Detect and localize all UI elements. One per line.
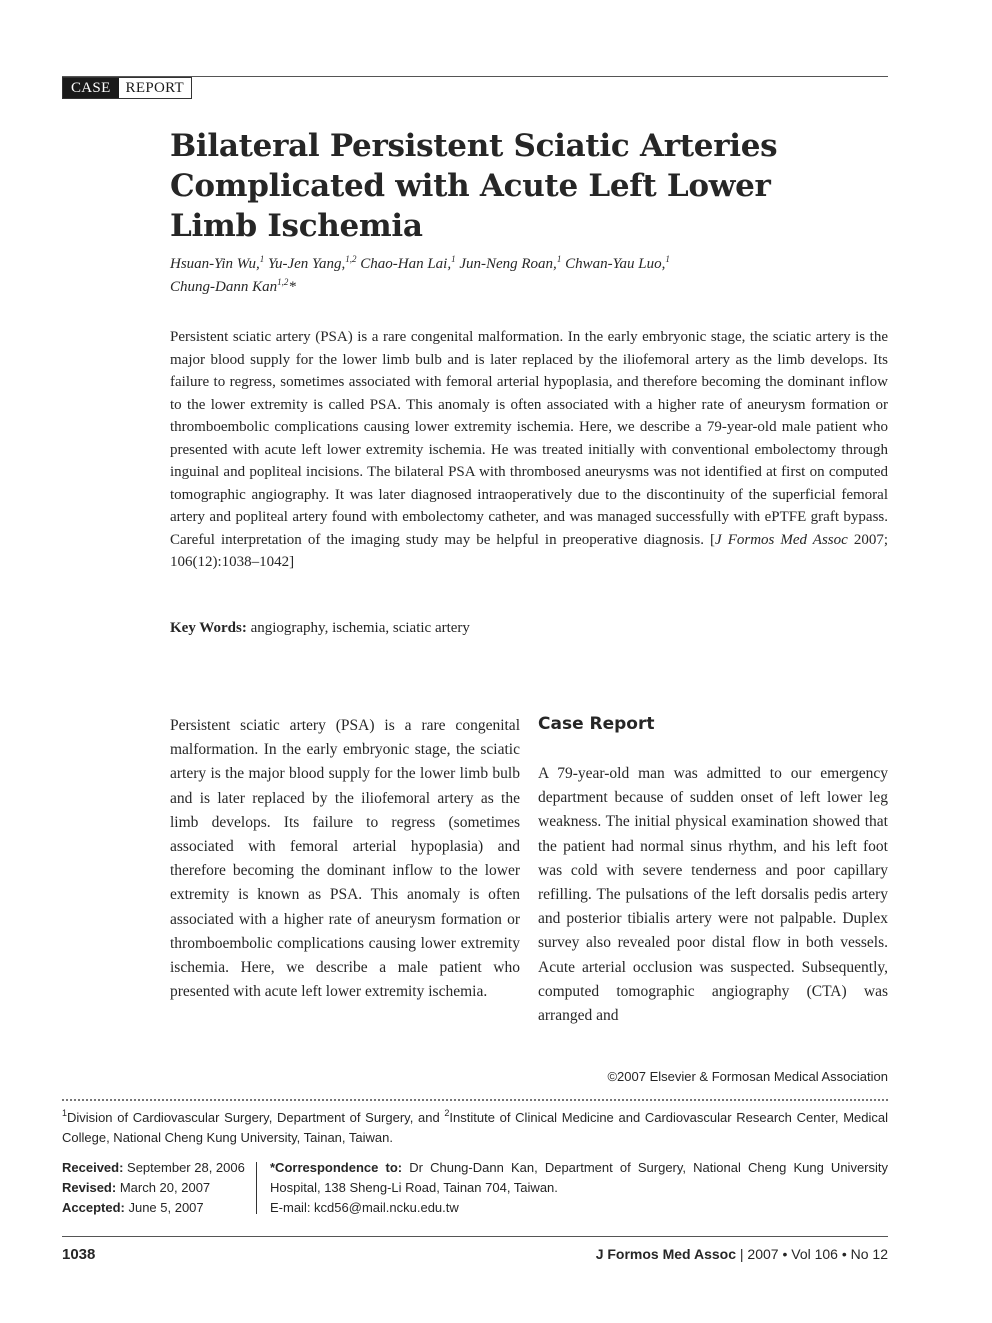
journal-separator: | — [736, 1246, 748, 1262]
affil-sup: 1 — [62, 1108, 68, 1118]
correspondence-email: E-mail: kcd56@mail.ncku.edu.tw — [270, 1200, 459, 1215]
bottom-rule — [62, 1236, 888, 1237]
journal-footer — [596, 1246, 888, 1262]
author-affil: 1,2 — [277, 277, 289, 287]
journal-issue: 2007 • Vol 106 • No 12 — [747, 1246, 888, 1262]
keywords — [170, 620, 470, 637]
revised-date — [62, 1178, 245, 1198]
vertical-divider — [256, 1162, 257, 1214]
author-affil: 1 — [556, 254, 562, 264]
intro-paragraph: Persistent sciatic artery (PSA) is a rare congenital malformation. In the early embryonic stage, the sciatic artery is the major blood supply for the lower limb bulb and is later replaced by the iliofemoral artery as the limb develops. Its failure to regress (sometimes associated with femoral arterial hypoplasia) and therefore becoming the dominant inflow to the lower extremity is known as PSA. This anomaly is often associated with a higher rate of aneurysm formation or thromboembolic complications causing lower extremity ischemia. Here, we describe a male patient who presented with acute left lower extremity ischemia. — [170, 717, 520, 1001]
accepted-value: June 5, 2007 — [124, 1200, 204, 1215]
received-label: Received: — [62, 1160, 124, 1175]
affil-text: Institute of Clinical Medicine and Cardiovascular Research Center, Medical College, National Cheng Kung University, Tainan, Taiwan. — [62, 1110, 888, 1145]
article-dates — [62, 1158, 245, 1218]
affil-sup: 2 — [444, 1108, 450, 1118]
revised-label: Revised: — [62, 1180, 117, 1195]
author-name: Yu-Jen Yang, — [267, 256, 346, 272]
copyright: ©2007 Elsevier & Formosan Medical Association — [607, 1069, 888, 1084]
section-label — [62, 77, 192, 99]
keywords-value: angiography, ischemia, sciatic artery — [246, 620, 470, 636]
accepted-date — [62, 1198, 245, 1218]
revised-value: March 20, 2007 — [116, 1180, 211, 1195]
title-line: Complicated with Acute Left Lower — [170, 168, 771, 204]
author-name: Hsuan-Yin Wu, — [170, 256, 260, 272]
journal-name: J Formos Med Assoc — [595, 1246, 736, 1262]
title-line: Limb Ischemia — [170, 208, 423, 244]
author-name: Chwan-Yau Luo, — [565, 256, 666, 272]
title-line: Bilateral Persistent Sciatic Arteries — [170, 128, 778, 164]
corresponding-mark: * — [288, 279, 296, 295]
page-number: 1038 — [62, 1246, 96, 1263]
author-name: Chung-Dann Kan — [170, 279, 278, 295]
author-name: Chao-Han Lai, — [360, 256, 452, 272]
author-affil: 1,2 — [345, 254, 357, 264]
author-line — [170, 276, 890, 299]
abstract — [170, 326, 888, 574]
author-line — [170, 253, 890, 276]
section-label-report: REPORT — [119, 78, 191, 98]
affiliations — [62, 1108, 888, 1148]
abstract-citation-journal: J Formos Med Assoc — [715, 531, 848, 548]
article-title — [170, 126, 870, 246]
author-list — [170, 253, 890, 299]
author-name: Jun-Neng Roan, — [459, 256, 557, 272]
author-affil: 1 — [665, 254, 670, 264]
affil-text: Division of Cardiovascular Surgery, Department of Surgery, and — [67, 1110, 445, 1125]
section-label-case: CASE — [63, 78, 119, 98]
author-affil: 1 — [259, 254, 265, 264]
dotted-divider — [62, 1099, 888, 1101]
correspondence-label: *Correspondence to: — [270, 1160, 403, 1175]
author-affil: 1 — [451, 254, 456, 264]
case-report-heading: Case Report — [538, 714, 655, 734]
correspondence-address — [270, 1158, 888, 1198]
abstract-text: Persistent sciatic artery (PSA) is a rare congenital malformation. In the early embryonic stage, the sciatic artery is the major blood supply for the lower limb bulb and is later replaced by the iliofemoral artery as the limb develops. Its failure to regress, sometimes associated with femoral arterial hypoplasia, and therefore becoming the dominant inflow to the lower extremity is called PSA. This anomaly is often associated with a higher rate of aneurysm formation or thromboembolic complications causing lower extremity ischemia. Here, we describe a 79-year-old male patient who presented with acute left lower extremity ischemia. He was treated initially with conventional embolectomy through inguinal and popliteal incisions. The bilateral PSA with thrombosed aneurysms was not identified at first on computed tomographic angiography. It was later diagnosed intraoperatively due to the discontinuity of the superficial femoral artery and popliteal artery found with embolectomy catheter, and was managed successfully with ePTFE graft bypass. Careful interpretation of the imaging study may be helpful in preoperative diagnosis. [ — [170, 329, 888, 548]
correspondence — [270, 1158, 888, 1218]
correspondence-text: Dr Chung-Dann Kan, Department of Surgery, National Cheng Kung University Hospital, 138 Sheng-Li Road, Tainan 704, Taiwan. — [270, 1160, 889, 1195]
received-value: September 28, 2006 — [123, 1160, 245, 1175]
abstract-citation: 2007; 106(12):1038–1042] — [170, 531, 889, 570]
case-report-paragraph: A 79-year-old man was admitted to our emergency department because of sudden onset of left lower leg weakness. The initial physical examination showed that the patient had normal sinus rhythm, and his left foot was cold with severe tenderness and poor capillary refilling. The pulsations of the left dorsalis pedis artery and posterior tibialis artery were not palpable. Duplex survey also revealed poor distal flow in both vessels. Acute arterial occlusion was suspected. Subsequently, computed tomographic angiography (CTA) was arranged and — [538, 765, 888, 1025]
accepted-label: Accepted: — [62, 1200, 125, 1215]
keywords-label: Key Words: — [170, 620, 247, 636]
received-date — [62, 1158, 245, 1178]
